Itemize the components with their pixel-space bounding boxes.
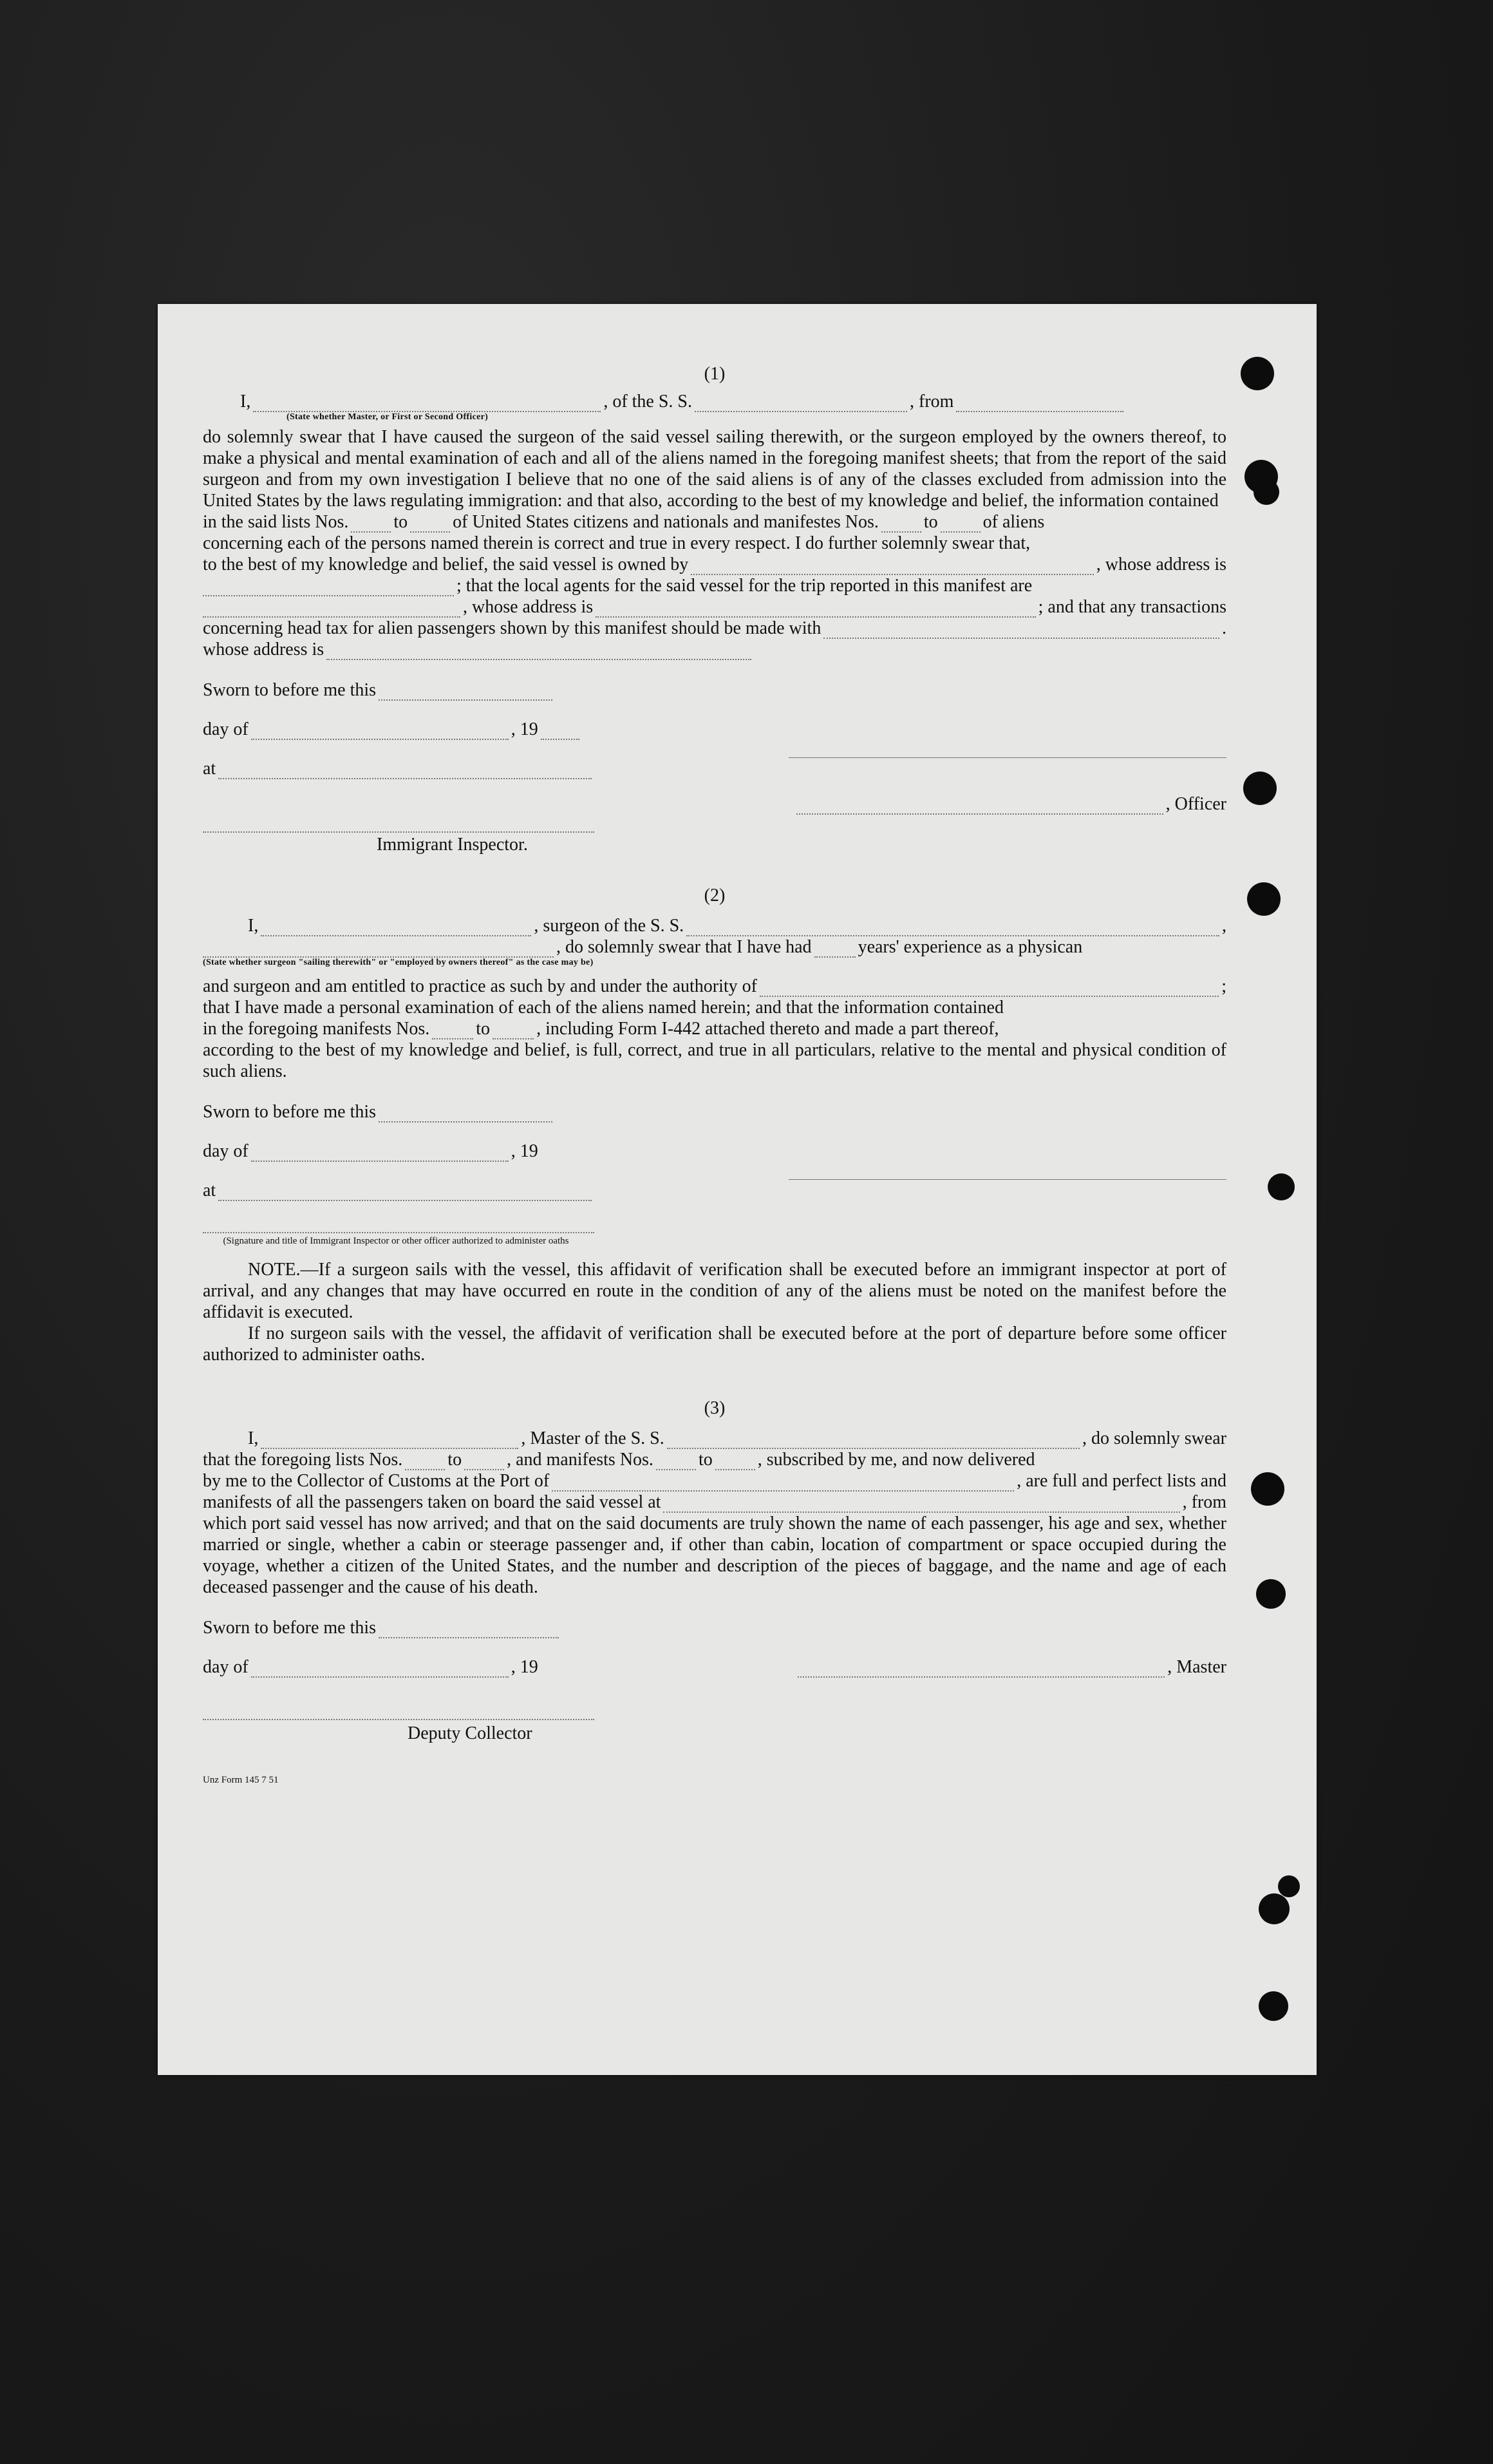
section-3-lists-line: [203, 1449, 1226, 1470]
section-1-line-1: [203, 391, 1226, 412]
year-field[interactable]: [541, 723, 579, 740]
text: whose address is: [203, 640, 324, 659]
punch-hole: [1268, 1173, 1295, 1200]
day-of-line: [203, 719, 582, 740]
text: , do solemnly swear: [1082, 1428, 1226, 1448]
punch-hole: [1259, 1991, 1288, 2021]
surgeon-status-field[interactable]: [203, 941, 554, 958]
lists-from-field[interactable]: [405, 1454, 445, 1470]
deputy-collector-label: Deputy Collector: [408, 1723, 532, 1743]
text: , from: [910, 392, 954, 412]
head-tax-address-field[interactable]: [326, 643, 751, 660]
text: I,: [240, 392, 251, 412]
master-vessel-field[interactable]: [667, 1432, 1080, 1449]
text: day of: [203, 1657, 249, 1677]
authority-field[interactable]: [760, 980, 1219, 997]
manifests-to-field[interactable]: [715, 1454, 755, 1470]
text: to the best of my knowledge and belief, the said vessel is owned by: [203, 554, 689, 574]
section-3-line-1: [203, 1428, 1226, 1449]
text: .: [1222, 618, 1226, 638]
text: concerning head tax for alien passengers shown by this manifest should be made with: [203, 618, 822, 638]
section-1-owned-line: [203, 554, 1226, 575]
section-3-jurat: [203, 1617, 1226, 1744]
section-2-jurat: [203, 1101, 1226, 1246]
master-name-field[interactable]: [261, 1432, 518, 1449]
text: manifests of all the passengers taken on board the said vessel at: [203, 1492, 661, 1512]
surgeon-name-field[interactable]: [261, 920, 531, 936]
text: , of the S. S.: [603, 392, 693, 412]
text: , surgeon of the S. S.: [534, 916, 684, 936]
section-2-line-2: [203, 936, 1226, 958]
text: Sworn to before me this: [203, 1618, 377, 1638]
section-1-lists-line: [203, 511, 1226, 533]
agents-field[interactable]: [203, 601, 460, 618]
text: at: [203, 1180, 216, 1200]
month-field[interactable]: [251, 1145, 509, 1162]
signature-field[interactable]: [789, 742, 1226, 758]
section-3-collector-line: [203, 1470, 1226, 1492]
lists-from-field[interactable]: [351, 516, 391, 533]
text: Sworn to before me this: [203, 680, 377, 700]
manifests-to-field[interactable]: [493, 1023, 534, 1039]
section-1-head-tax-line: [203, 618, 1226, 639]
text: I,: [248, 916, 259, 936]
text: , including Form I-442 attached thereto and made a part thereof,: [536, 1019, 999, 1039]
years-field[interactable]: [814, 941, 856, 958]
sworn-day-field[interactable]: [379, 1622, 559, 1638]
text: , Officer: [1165, 794, 1226, 814]
text: of aliens: [982, 512, 1045, 532]
text: I,: [248, 1428, 259, 1448]
sworn-line: [203, 1101, 1226, 1123]
punch-hole: [1247, 882, 1281, 916]
day-of-line: [203, 1656, 538, 1678]
note-surgeon-sails: NOTE.—If a surgeon sails with the vessel, this affidavit of verification shall be executed before an immigrant inspector at port of arrival, and any changes that may have occurred en route in the condition of any of the aliens must be noted on the manifest before the affidavit is executed.: [203, 1260, 1226, 1322]
sworn-line: [203, 1617, 1226, 1638]
text: ; and that any transactions: [1038, 597, 1226, 617]
section-3-number: (3): [704, 1398, 726, 1418]
at-place-field[interactable]: [218, 1184, 592, 1201]
at-line: [203, 758, 1226, 779]
manifests-from-field[interactable]: [656, 1454, 696, 1470]
text: in the foregoing manifests Nos.: [203, 1019, 430, 1039]
name-field[interactable]: [253, 395, 601, 412]
text: , 19: [511, 1657, 538, 1677]
text: to: [476, 1019, 491, 1039]
sworn-day-field[interactable]: [379, 1106, 552, 1123]
text: to: [393, 512, 408, 532]
text: to: [923, 512, 938, 532]
port-field[interactable]: [552, 1475, 1014, 1492]
section-1-jurat: [203, 679, 1226, 855]
text: by me to the Collector of Customs at the Port of: [203, 1471, 550, 1491]
at-line: [203, 1180, 1226, 1201]
section-2-authority-line: [203, 976, 1226, 997]
text: , from: [1182, 1492, 1226, 1512]
text: , Master: [1167, 1657, 1226, 1677]
section-2-paragraph-a: that I have made a personal examination of each of the aliens named herein; and that the information contained: [203, 998, 1004, 1018]
punch-hole: [1259, 1893, 1290, 1924]
text: to: [447, 1450, 462, 1470]
text: and surgeon and am entitled to practice as such by and under the authority of: [203, 976, 757, 996]
section-2-number: (2): [704, 886, 726, 905]
section-1-caption: (State whether Master, or First or Second Officer): [286, 412, 489, 422]
punch-hole: [1241, 357, 1274, 390]
section-3-taken-line: [203, 1492, 1226, 1513]
manifests-from-field[interactable]: [432, 1023, 473, 1039]
text: at: [203, 759, 216, 779]
officer-signature-field[interactable]: [796, 798, 1163, 815]
text: , 19: [511, 719, 538, 739]
section-2-manifests-line: [203, 1018, 1226, 1039]
manifests-to-field[interactable]: [941, 516, 981, 533]
surgeon-vessel-field[interactable]: [686, 920, 1219, 936]
from-port-field[interactable]: [956, 395, 1123, 412]
inspector-signature-field[interactable]: [203, 1217, 594, 1233]
text: to: [698, 1450, 713, 1470]
lists-to-field[interactable]: [410, 516, 450, 533]
affidavit-content: [203, 304, 1226, 1791]
owner-field[interactable]: [691, 558, 1094, 575]
section-1-agents-line: [203, 575, 1226, 596]
text: , and manifests Nos.: [507, 1450, 653, 1470]
punch-hole: [1254, 479, 1279, 505]
inspector-signature-field[interactable]: [203, 816, 594, 833]
month-field[interactable]: [251, 723, 509, 740]
lists-to-field[interactable]: [464, 1454, 504, 1470]
manifest-affidavit-page: [158, 304, 1317, 2075]
section-1-paragraph-a: do solemnly swear that I have caused the surgeon of the said vessel sailing therewith, or the surgeon employed by the owners thereof, to make a physical and mental examination of each and all of the aliens named in the foregoing manifest sheets; that from the report of the said surgeon and from my own investigation I believe that no one of the said aliens is of any of the classes excluded from admission into the United States by the laws regulating immigration: and that also, according to the best of my knowledge and belief, the information contained: [203, 427, 1226, 511]
text: of United States citizens and nationals and manifestes Nos.: [453, 512, 879, 532]
punch-hole: [1256, 1579, 1286, 1609]
sworn-line: [203, 679, 1226, 701]
text: years' experience as a physican: [858, 937, 1083, 957]
text: day of: [203, 719, 249, 739]
section-1-number: (1): [704, 364, 726, 384]
at-place-field[interactable]: [218, 763, 592, 779]
text: ; that the local agents for the said vessel for the trip reported in this manifest are: [456, 576, 1033, 596]
text: , whose address is: [1096, 554, 1226, 574]
text: Sworn to before me this: [203, 1102, 377, 1122]
text: , Master of the S. S.: [521, 1428, 664, 1448]
text: ,: [1222, 916, 1226, 936]
note-no-surgeon: If no surgeon sails with the vessel, the affidavit of verification shall be executed before at the port of departure before some officer authorized to administer oaths.: [203, 1323, 1226, 1365]
surgeon-signature-field[interactable]: [789, 1164, 1226, 1180]
text: , 19: [511, 1141, 538, 1161]
punch-hole: [1278, 1875, 1300, 1897]
master-signature-field[interactable]: [798, 1661, 1165, 1678]
manifests-from-field[interactable]: [881, 516, 921, 533]
immigrant-inspector-label: Immigrant Inspector.: [377, 835, 528, 855]
section-1-paragraph-b: concerning each of the persons named therein is correct and true in every respect. I do further solemnly swear that,: [203, 533, 1031, 553]
embark-port-field[interactable]: [663, 1496, 1179, 1513]
text: day of: [203, 1141, 249, 1161]
section-2-line-1: [203, 915, 1226, 936]
text: , whose address is: [463, 597, 594, 617]
owner-address-field[interactable]: [203, 580, 454, 596]
section-3-paragraph: which port said vessel has now arrived; and that on the said documents are truly shown the name of each passenger, his age and sex, whether married or single, whether a cabin or steerage passenger and, if other than cabin, location of compartment or space occupied during the voyage, whether a citizen of the United States, and the number and description of the pieces of baggage, and the name and age of each deceased passenger and the cause of his death.: [203, 1513, 1226, 1597]
text: ;: [1221, 976, 1226, 996]
section-1-agents-address-line: [203, 596, 1226, 618]
text: , subscribed by me, and now delivered: [757, 1450, 1035, 1470]
signature-caption: (Signature and title of Immigrant Inspector or other officer authorized to administer oaths: [223, 1236, 569, 1246]
section-1-address-line: [203, 639, 1226, 660]
punch-hole: [1251, 1472, 1284, 1506]
form-identifier: Unz Form 145 7 51: [203, 1775, 279, 1785]
text: , do solemnly swear that I have had: [556, 937, 812, 957]
text: that the foregoing lists Nos.: [203, 1450, 403, 1470]
month-field[interactable]: [251, 1661, 509, 1678]
deputy-collector-signature-field[interactable]: [203, 1703, 594, 1720]
agents-address-field[interactable]: [596, 601, 1035, 618]
sworn-day-field[interactable]: [379, 684, 552, 701]
day-of-line: [203, 1141, 538, 1162]
text: , are full and perfect lists and: [1017, 1471, 1226, 1491]
head-tax-field[interactable]: [823, 622, 1219, 639]
punch-hole: [1243, 772, 1277, 805]
vessel-field[interactable]: [695, 395, 907, 412]
text: in the said lists Nos.: [203, 512, 349, 532]
section-2-paragraph-b: according to the best of my knowledge and belief, is full, correct, and true in all particulars, relative to the mental and physical condition of such aliens.: [203, 1040, 1226, 1081]
section-2-caption: (State whether surgeon "sailing therewith" or "employed by owners thereof" as the case may be): [203, 958, 594, 967]
